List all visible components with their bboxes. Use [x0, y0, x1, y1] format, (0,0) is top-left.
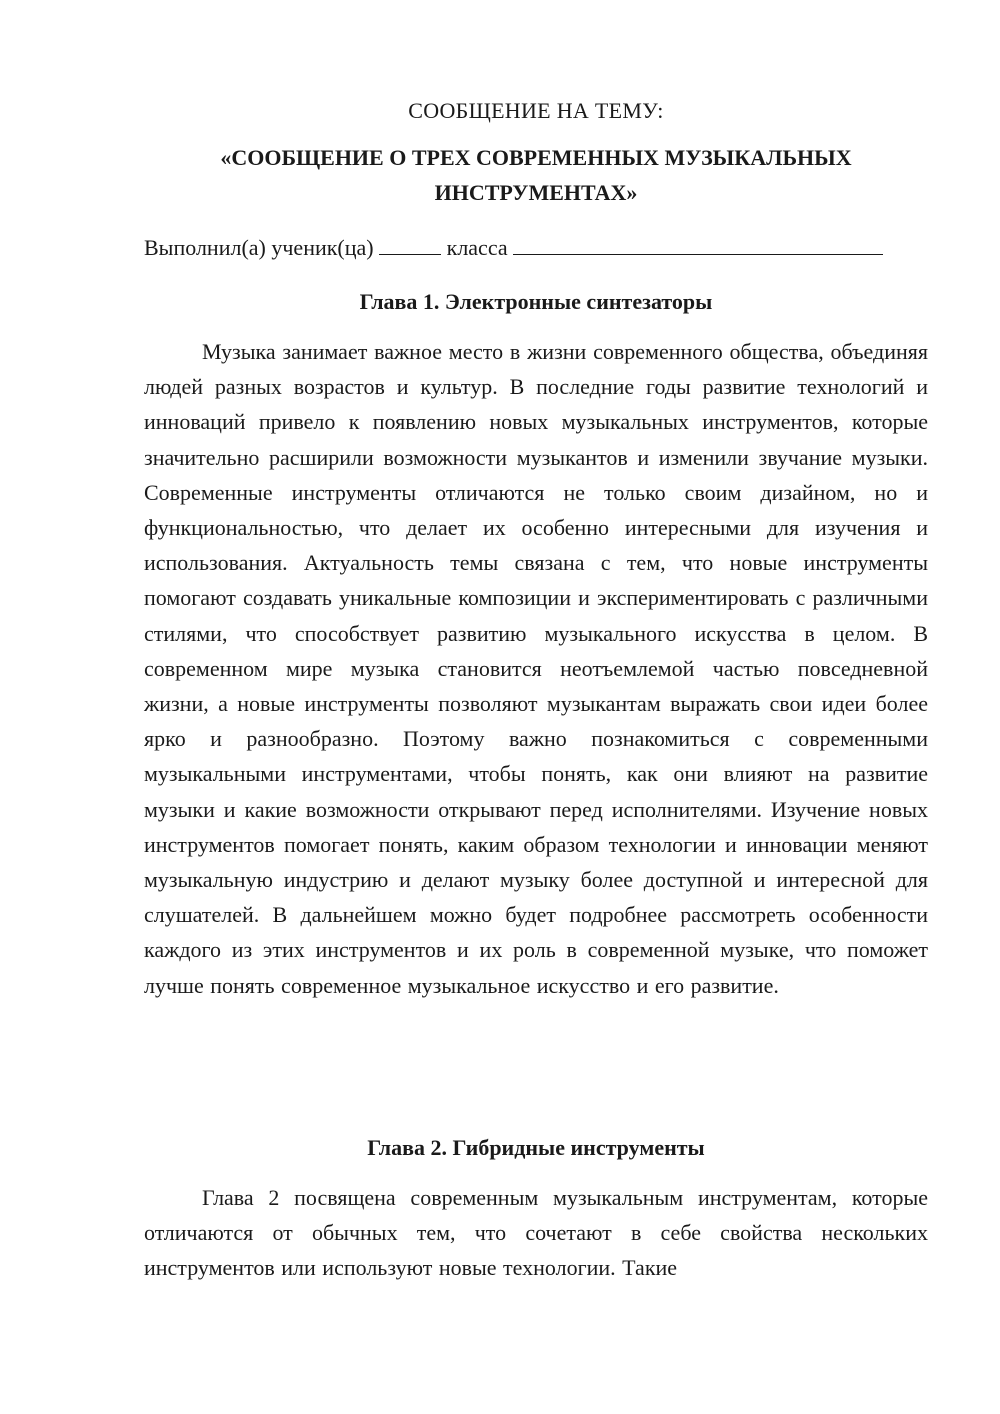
chapter-1-paragraph: Музыка занимает важное место в жизни современного общества, объединяя людей разных возрастов и культур. В последние годы развитие технологий и инноваций привело к появлению новых музыкальных инструментов, которые значительно расширили возможности музыкантов и изменили звучание музыки. Современные инструменты отличаются не только своим дизайном, но и функциональностью, что делает их особенно интересными для изучения и использования. Актуальность темы связана с тем, что новые инструменты помогают создавать уникальные композиции и экспериментировать с различными стилями, что способствует развитию музыкального искусства в целом. В современном мире музыка становится неотъемлемой частью повседневной жизни, а новые инструменты позволяют музыкантам выражать свои идеи более ярко и разнообразно. Поэтому важно познакомиться с современными музыкальными инструментами, чтобы понять, как они влияют на развитие музыки и какие возможности открывают перед исполнителями. Изучение новых инструментов помогает понять, каким образом технологии и инновации меняют музыкальную индустрию и делают музыку более доступной и интересной для слушателей. В дальнейшем можно будет подробнее рассмотреть особенности каждого из этих инструментов и их роль в современной музыке, что поможет лучше понять современное музыкальное искусство и его развитие.	[144, 339, 928, 998]
report-label: СООБЩЕНИЕ НА ТЕМУ:	[408, 98, 664, 123]
author-prefix: Выполнил(а) ученик(ца)	[144, 235, 374, 260]
class-blank-line	[513, 230, 883, 255]
chapter-1-heading: Глава 1. Электронные синтезаторы	[359, 289, 713, 314]
author-line	[144, 230, 928, 265]
chapter-2-paragraph: Глава 2 посвящена современным музыкальным инструментам, которые отличаются от обычных тем, что сочетают в себе свойства нескольких инструментов или используют новые технологии. Такие	[144, 1185, 928, 1281]
report-title-line-2: ИНСТРУМЕНТАХ»	[434, 180, 638, 205]
chapter-2-heading: Глава 2. Гибридные инструменты	[367, 1135, 705, 1160]
grade-blank-line	[379, 230, 441, 255]
report-title	[144, 140, 928, 210]
class-word: класса	[446, 235, 508, 260]
report-title-line-1: «СООБЩЕНИЕ О ТРЕХ СОВРЕМЕННЫХ МУЗЫКАЛЬНЫХ	[220, 145, 852, 170]
